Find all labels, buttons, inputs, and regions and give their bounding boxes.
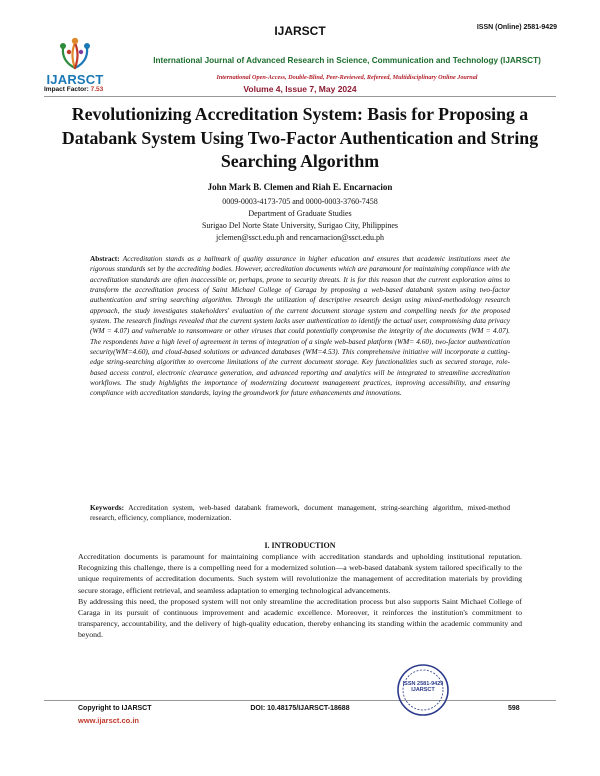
- doi-label: DOI: 10.48175/IJARSCT-18688: [250, 705, 350, 712]
- keywords: [90, 503, 510, 524]
- intro-paragraph-2: By addressing this need, the proposed system will not only streamline the accreditation process but also supports Saint Michael College of Caraga in its pursuit of continuous improvement and academic excellence. Moreover, it reinforces the institution's commitment to transparency, accountability, and the delivery of high-quality education, thereby enhancing its standing within the academic community and beyond.: [78, 596, 522, 640]
- section-title: I. INTRODUCTION: [264, 541, 336, 550]
- author-department: Department of Graduate Studies: [248, 209, 352, 218]
- journal-subtitle: International Open-Access, Double-Blind, Peer-Reviewed, Refereed, Multidisciplinary Online Journal: [216, 74, 478, 81]
- intro-paragraph-1: Accreditation documents is paramount for maintaining compliance with accreditation standards and upholding institutional reputation. Recognizing this challenge, there is a compelling need for a modernized solution—a web-based databank system tailored specifically to the unique requirements of accreditation documents. Such system will revolutionize the management of accreditation materials by providing secure storage, efficient retrieval, and seamless adaptation to emerging technological advancements.: [78, 552, 522, 595]
- abstract-label: Abstract:: [90, 254, 120, 263]
- logo-emblem-icon: [53, 36, 97, 74]
- issn-label: ISSN (Online) 2581-9429: [476, 24, 557, 31]
- journal-full-name: International Journal of Advanced Research in Science, Communication and Technology (IJARSCT): [153, 56, 541, 65]
- impact-factor-label: Impact Factor:: [44, 86, 91, 93]
- body-text: [78, 551, 522, 641]
- copyright: Copyright to IJARSCT: [78, 705, 152, 712]
- journal-logo: [36, 36, 114, 87]
- keywords-text: Accreditation system, web-based databank framework, document management, string-searching algorithm, mixed-method research, efficiency, compliance, modernization.: [90, 503, 511, 523]
- journal-url-link[interactable]: www.ijarsct.co.in: [78, 716, 139, 725]
- paper-authors: John Mark B. Clemen and Riah E. Encarnacion: [207, 182, 393, 192]
- footer-divider: [44, 700, 556, 701]
- journal-abbreviation: IJARSCT: [274, 24, 326, 38]
- keywords-label: Keywords:: [90, 503, 125, 512]
- issn-stamp-text: ISSN 2581-9429 IJARSCT: [402, 681, 444, 694]
- volume-issue: Volume 4, Issue 7, May 2024: [243, 84, 357, 94]
- abstract: [90, 254, 510, 399]
- logo-text: IJARSCT: [46, 72, 104, 87]
- impact-factor-value: 7.53: [90, 86, 104, 93]
- author-orcid: 0009-0003-4173-705 and 0000-0003-3760-7458: [222, 197, 378, 206]
- paper-title: Revolutionizing Accreditation System: Basis for Proposing a Databank System Using Two-Factor Authentication and String Searching Algorithm: [61, 104, 539, 171]
- abstract-text: Accreditation stands as a hallmark of quality assurance in higher education and ensures that academic institutions meet the rigorous standards set by the accrediting bodies. However, accreditation documents which are paramount for maintaining compliance with the accreditation standards are often inaccessible or, perhaps, prone to security threats. It is for this reason that the current exploration aims to transform the accreditation process of Saint Michael College of Caraga by proposing a web-based databank system using two-factor authentication and string searching algorithm. Through the utilization of descriptive research design using mixed-methodology research approach, the study investigates stakeholders' evaluation of the current document storage system and compelling needs for the proposed system. The research findings revealed that the current system lacks user authentication to identify the actual user, compromising data privacy (WM = 4.07) and vulnerable to ransomware or other viruses that could potentially compromise the integrity of the documents (WM = 4.07). The respondents have a high level of agreement in terms of integration of a single web-based platform (WM= 4.60), two-factor authentication security(WM=4.60), and cloud-based solutions or advanced databases (WM=4.53). This comprehensive initiative will incorporate a cutting-edge string-searching algorithm to overcome limitations of the current document storage. Key functionalities such as secured storage, role-based access control, electronic clearance generation, and advanced reporting and analytics will be integrated to streamline accreditation workflows. The study highlights the importance of modernizing document management practices, improving accessibility, and ensuring compliance with accreditation standards, laying the groundwork for future enhancements and innovations.: [90, 254, 511, 398]
- header-divider: [44, 96, 556, 97]
- author-university: Surigao Del Norte State University, Surigao City, Philippines: [201, 221, 399, 230]
- page-number: 598: [508, 705, 520, 712]
- author-emails: jclemen@ssct.edu.ph and rencarnacion@ssct.edu.ph: [215, 233, 384, 242]
